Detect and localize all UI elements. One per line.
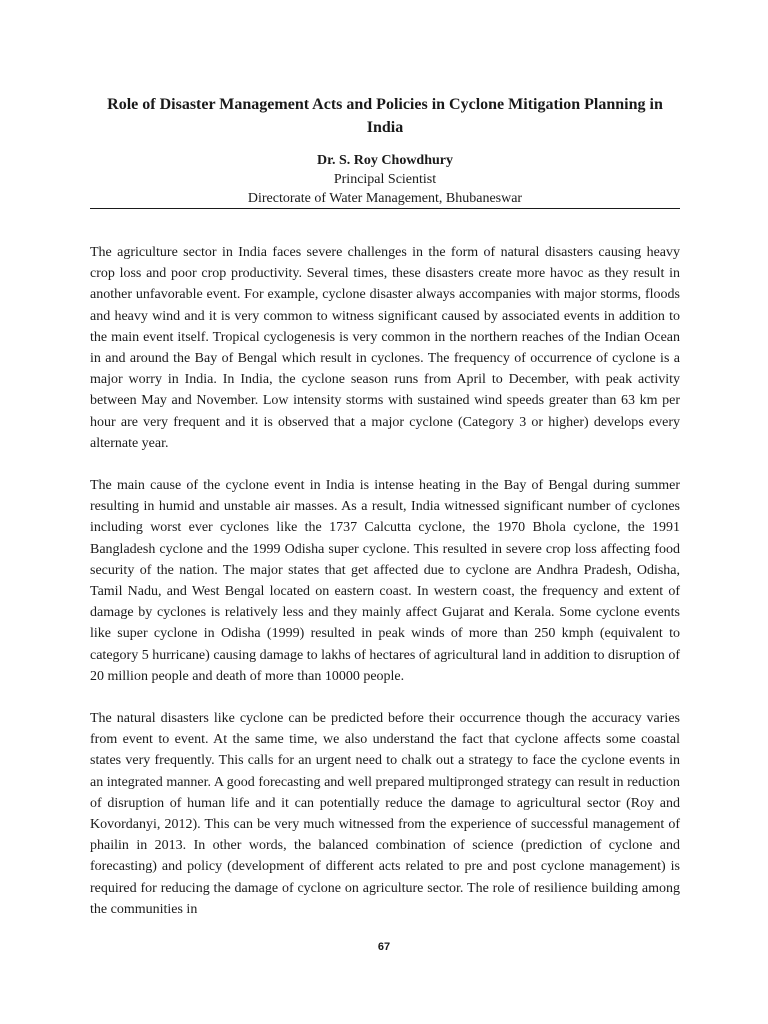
author-name: Dr. S. Roy Chowdhury bbox=[316, 153, 453, 168]
body-text bbox=[90, 242, 680, 941]
author-affiliation: Directorate of Water Management, Bhubaneswar bbox=[247, 191, 523, 206]
document-title: Role of Disaster Management Acts and Policies in Cyclone Mitigation Planning in India bbox=[107, 96, 663, 136]
page-number: 67 bbox=[377, 941, 391, 953]
paragraph-1: The agriculture sector in India faces severe challenges in the form of natural disasters causing heavy crop loss and poor crop productivity. Several times, these disasters create more havoc as they result in another unfavorable event. For example, cyclone disaster always accompanies with major storms, floods and heavy wind and it is very common to witness significant caused by associated events in addition to the main event itself. Tropical cyclogenesis is very common in the northern reaches of the Indian Ocean in and around the Bay of Bengal which result in cyclones. The frequency of occurrence of cyclone is a major worry in India. In India, the cyclone season runs from April to December, with peak activity between May and November. Low intensity storms with sustained wind speeds greater than 63 km per hour are very frequent and it is observed that a major cyclone (Category 3 or higher) develops every alternate year. bbox=[90, 245, 680, 451]
author-position: Principal Scientist bbox=[333, 172, 437, 187]
paragraph-2: The main cause of the cyclone event in India is intense heating in the Bay of Bengal during summer resulting in humid and unstable air masses. As a result, India witnessed significant number of cyclones including worst ever cyclones like the 1737 Calcutta cyclone, the 1970 Bhola cyclone, the 1991 Bangladesh cyclone and the 1999 Odisha super cyclone. This resulted in severe crop loss affecting food security of the nation. The major states that get affected due to cyclone are Andhra Pradesh, Odisha, Tamil Nadu, and West Bengal located on eastern coast. In western coast, the frequency and extent of damage by cyclones is relatively less and they mainly affect Gujarat and Kerala. Some cyclone events like super cyclone in Odisha (1999) resulted in peak winds of more than 250 kmph (equivalent to category 5 hurricane) causing damage to lakhs of hectares of agricultural land in addition to disruption of 20 million people and death of more than 10000 people. bbox=[90, 478, 680, 684]
paragraph-3: The natural disasters like cyclone can be predicted before their occurrence though the accuracy varies from event to event. At the same time, we also understand the fact that cyclone affects some coastal states very frequently. This calls for an urgent need to chalk out a strategy to face the cyclone events in an integrated manner. A good forecasting and well prepared multipronged strategy can result in reduction of disruption of human life and it can potentially reduce the damage to agricultural sector (Roy and Kovordanyi, 2012). This can be very much witnessed from the experience of successful management of phailin in 2013. In other words, the balanced combination of science (prediction of cyclone and forecasting) and policy (development of different acts related to pre and post cyclone management) is required for reducing the damage of cyclone on agriculture sector. The role of resilience building among the communities in bbox=[90, 711, 680, 917]
author-block bbox=[90, 151, 680, 208]
header-divider bbox=[90, 208, 680, 209]
